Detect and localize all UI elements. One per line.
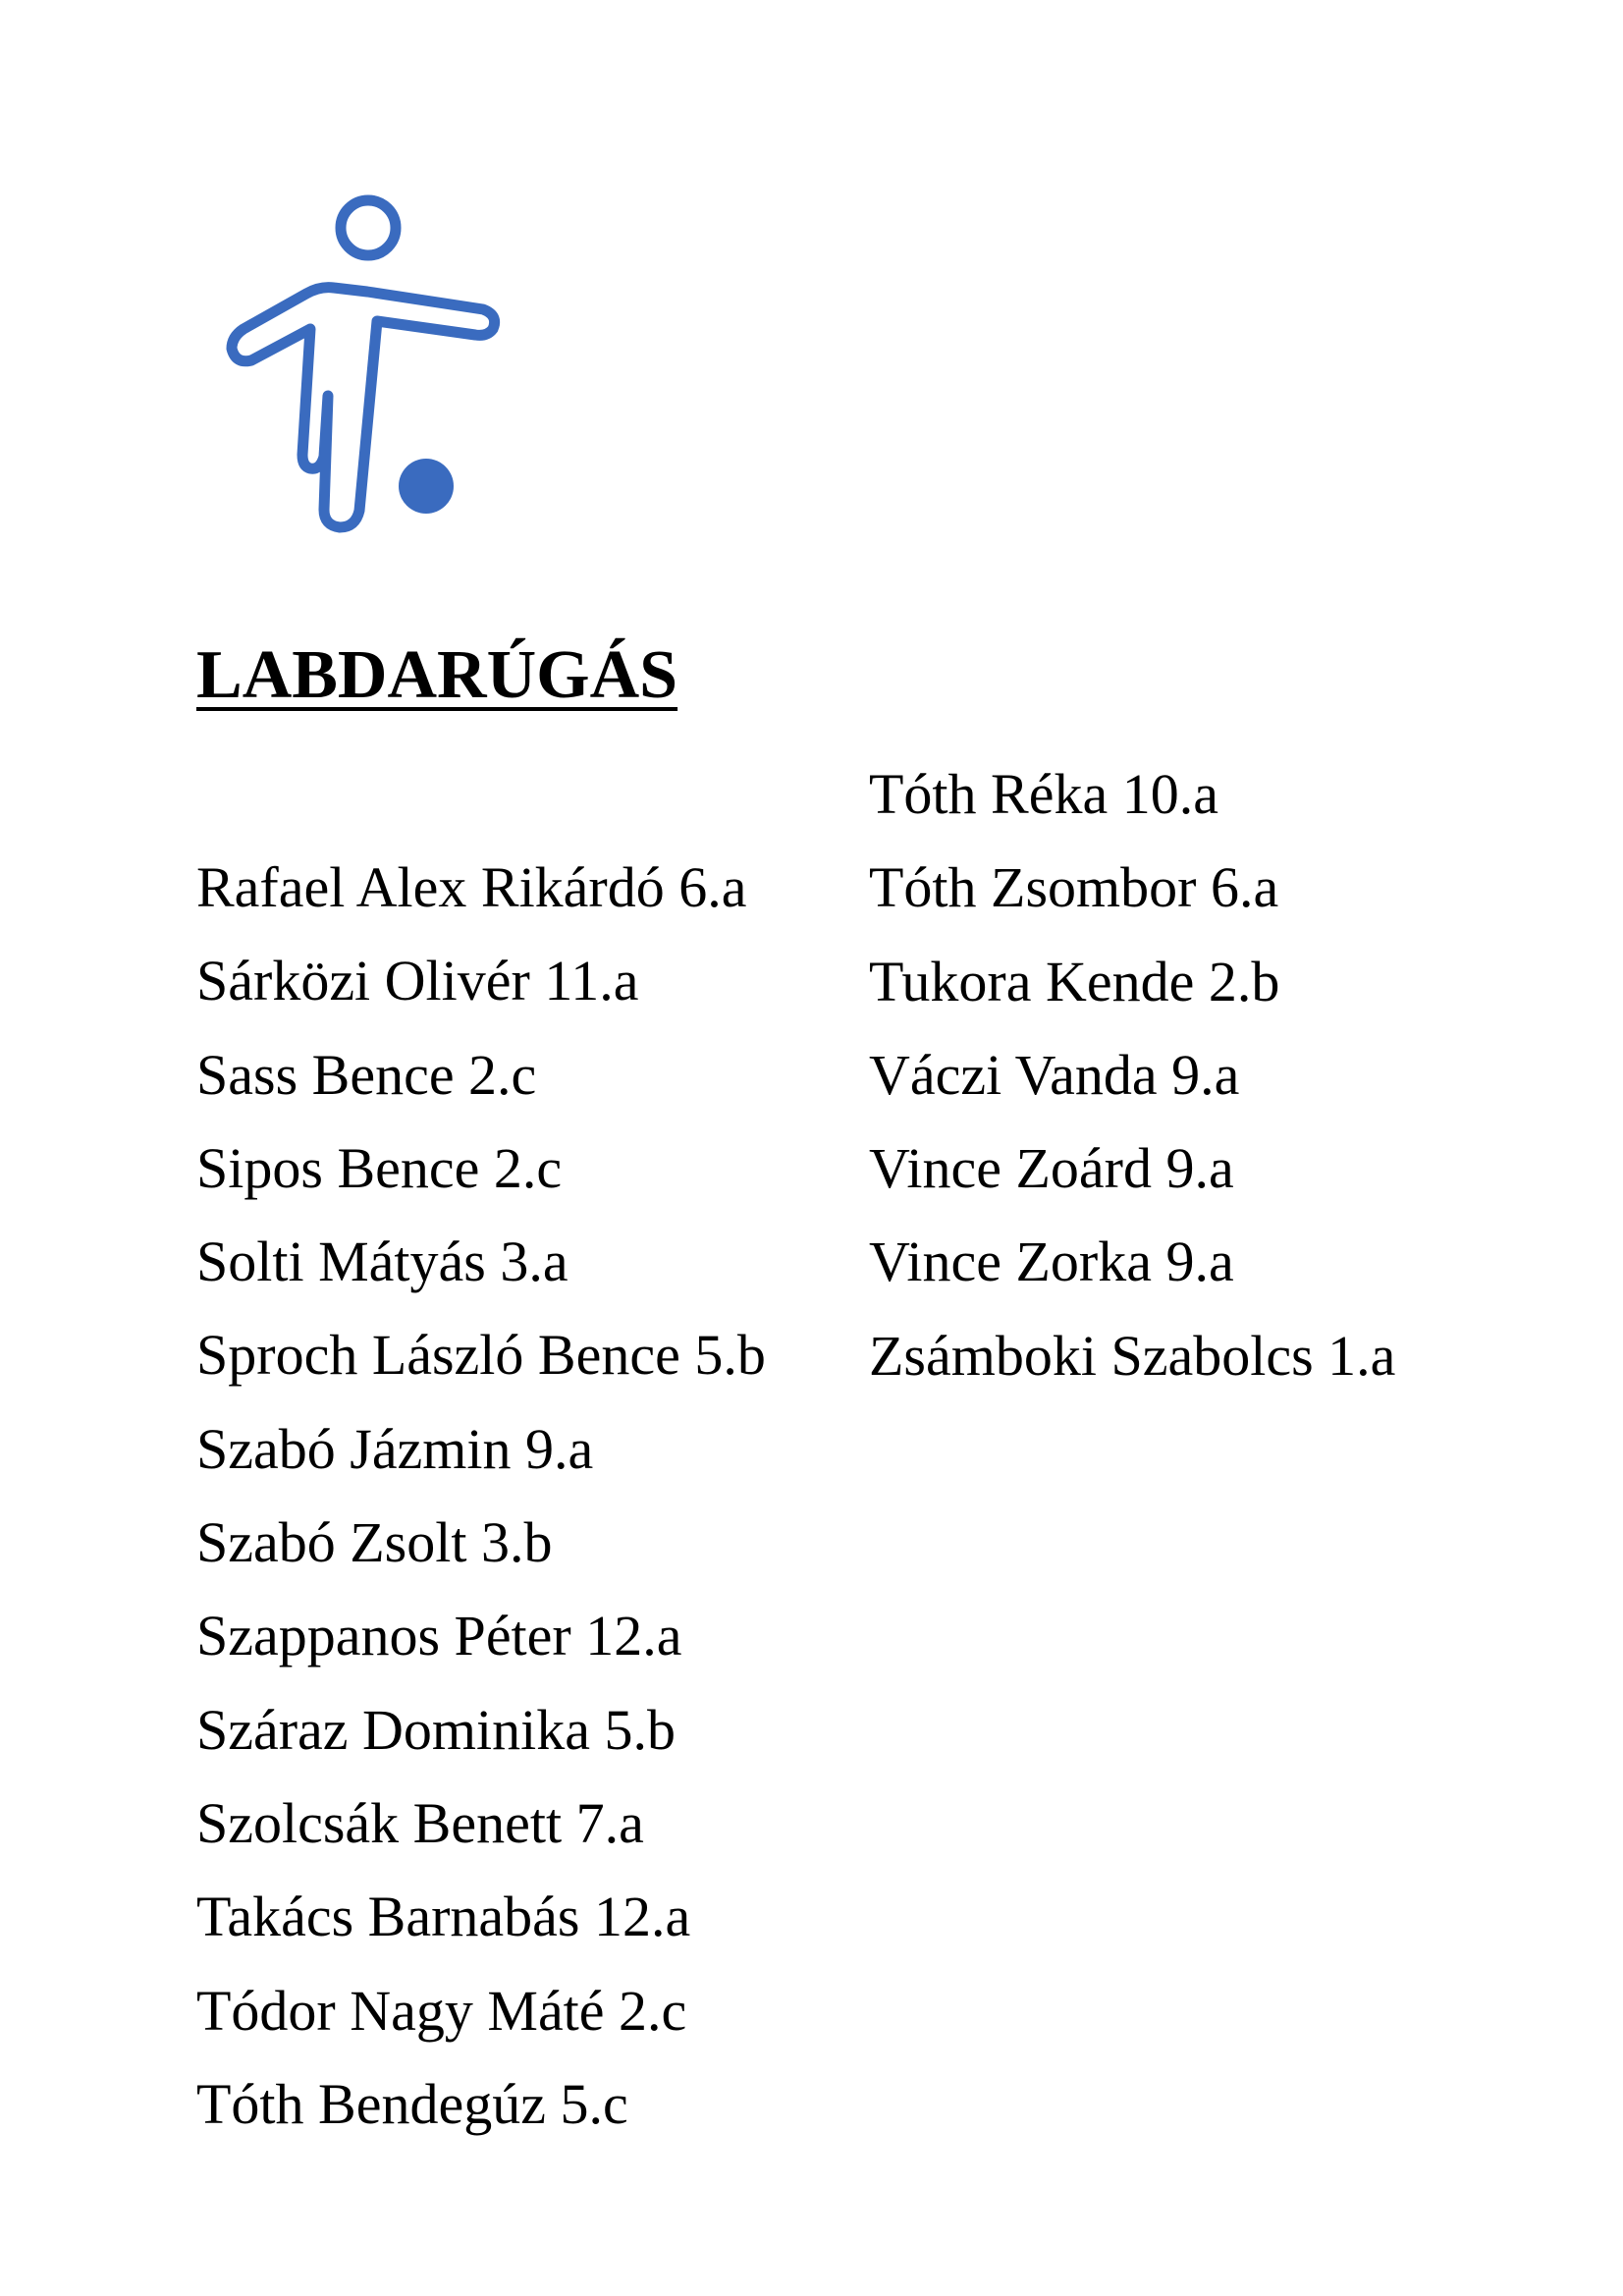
list-item: Vince Zoárd 9.a	[869, 1136, 1234, 1201]
list-item: Szolcsák Benett 7.a	[196, 1790, 644, 1855]
list-item: Szappanos Péter 12.a	[196, 1604, 682, 1668]
list-item: Tóth Bendegúz 5.c	[196, 2071, 628, 2136]
name-list-right	[869, 747, 1395, 1402]
list-item: Tóth Zsombor 6.a	[869, 855, 1279, 920]
list-item: Sipos Bence 2.c	[196, 1135, 563, 1200]
list-item: Takács Barnabás 12.a	[196, 1885, 691, 1949]
name-list-left	[196, 841, 766, 2151]
list-item: Vince Zorka 9.a	[869, 1230, 1234, 1294]
list-item: Tódor Nagy Máté 2.c	[196, 1978, 687, 2043]
page-title: LABDARÚGÁS	[196, 637, 678, 713]
soccer-player-icon	[222, 191, 507, 535]
list-item: Szabó Jázmin 9.a	[196, 1416, 594, 1481]
list-item: Zsámboki Szabolcs 1.a	[869, 1323, 1396, 1388]
list-item: Sproch László Bence 5.b	[196, 1323, 766, 1388]
list-item: Sárközi Olivér 11.a	[196, 949, 639, 1013]
list-item: Rafael Alex Rikárdó 6.a	[196, 855, 747, 919]
list-item: Váczi Vanda 9.a	[869, 1042, 1240, 1107]
list-item: Száraz Dominika 5.b	[196, 1697, 676, 1762]
list-item: Tukora Kende 2.b	[869, 949, 1280, 1013]
list-item: Tóth Réka 10.a	[869, 762, 1218, 826]
list-item: Sass Bence 2.c	[196, 1042, 537, 1107]
list-item: Szabó Zsolt 3.b	[196, 1510, 553, 1575]
list-item: Solti Mátyás 3.a	[196, 1230, 568, 1294]
